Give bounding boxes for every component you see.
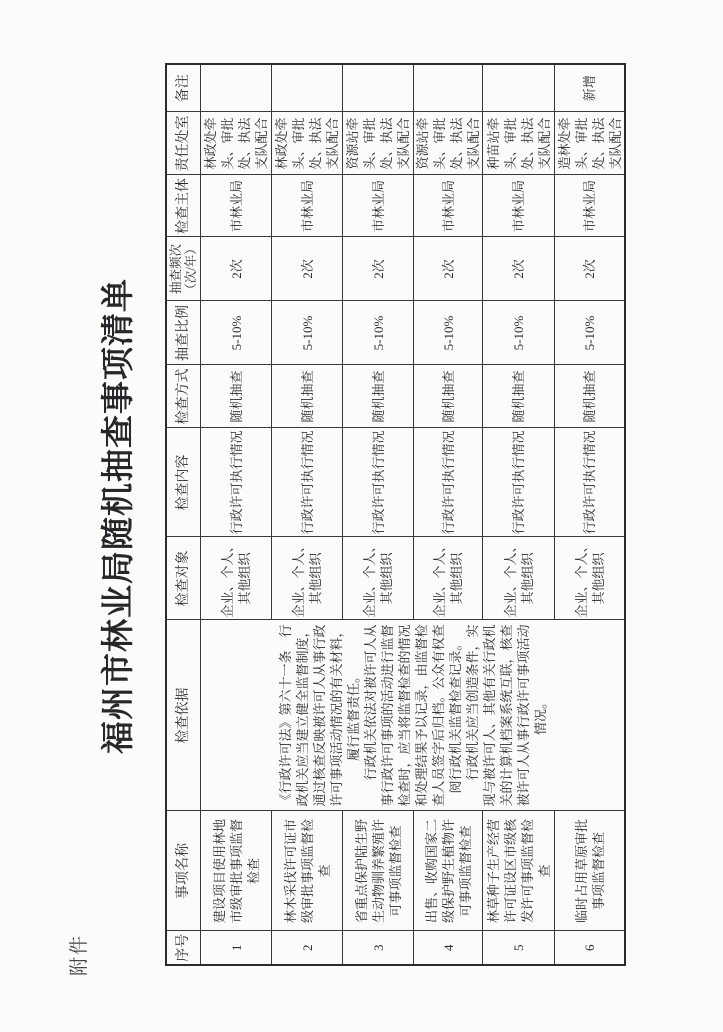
ratio-cell: 5-10% [414, 301, 483, 365]
header-ratio: 抽查比例 [166, 301, 201, 365]
item-name-cell: 林木采伐许可证市级审批事项监督检查 [272, 811, 343, 931]
content-cell: 行政许可执行情况 [272, 428, 343, 537]
remark-cell: 新增 [555, 64, 626, 112]
content-cell: 行政许可执行情况 [555, 428, 626, 537]
ratio-cell: 5-10% [555, 301, 626, 365]
subject-cell: 市林业局 [272, 175, 343, 237]
remark-cell [343, 64, 414, 112]
header-content: 检查内容 [166, 428, 201, 537]
header-item-name: 事项名称 [166, 811, 201, 931]
legal-basis-paragraph-3: 行政机关应当创造条件，实现与被许可人、其他有关行政机关的计算机档案系统互联，核查被许可人从事行政许可事项活动情况。 [464, 624, 548, 807]
item-name-cell: 林草种子生产经营许可证设区市级核发许可事项监督检查 [483, 811, 555, 931]
remark-cell [201, 64, 272, 112]
target-cell: 企业、个人、其他组织 [483, 537, 555, 620]
frequency-cell: 2次 [343, 237, 414, 301]
header-frequency [166, 237, 201, 301]
page-title: 福州市林业局随机抽查事项清单 [101, 278, 137, 754]
header-method: 检查方式 [166, 365, 201, 428]
header-frequency-line1: 抽查频次 [168, 244, 183, 295]
target-cell: 企业、个人、其他组织 [201, 537, 272, 620]
subject-cell: 市林业局 [555, 175, 626, 237]
header-department: 责任处室 [166, 112, 201, 175]
department-cell: 林政处牵头、审批处、执法支队配合 [272, 112, 343, 175]
target-cell: 企业、个人、其他组织 [343, 537, 414, 620]
item-name-cell: 建设项目使用林地市级审批事项监督检查 [201, 811, 272, 931]
target-cell: 企业、个人、其他组织 [414, 537, 483, 620]
table-row-6 [555, 64, 626, 965]
frequency-cell: 2次 [483, 237, 555, 301]
header-subject: 检查主体 [166, 175, 201, 237]
frequency-cell: 2次 [201, 237, 272, 301]
subject-cell: 市林业局 [343, 175, 414, 237]
table-header-row [166, 64, 201, 965]
frequency-cell: 2次 [272, 237, 343, 301]
method-cell: 随机抽查 [483, 365, 555, 428]
header-target: 检查对象 [166, 537, 201, 620]
subject-cell: 市林业局 [414, 175, 483, 237]
index-cell: 3 [343, 931, 414, 965]
subject-cell: 市林业局 [201, 175, 272, 237]
method-cell: 随机抽查 [343, 365, 414, 428]
remark-cell [272, 64, 343, 112]
header-basis: 检查依据 [166, 620, 201, 811]
item-name-cell: 临时占用草原审批事项监督检查 [555, 811, 626, 931]
table-row-4 [414, 64, 483, 965]
content-cell: 行政许可执行情况 [343, 428, 414, 537]
legal-basis-paragraph-2: 行政机关依法对被许可人从事行政许可事项的活动进行监督检查时，应当将监督检查的情况和处理结果予以记录，由监督检查人员签字后归档。公众有权查阅行政机关监督检查记录。 [362, 624, 463, 807]
table-row-1 [201, 64, 272, 965]
method-cell: 随机抽查 [272, 365, 343, 428]
method-cell: 随机抽查 [414, 365, 483, 428]
target-cell: 企业、个人、其他组织 [555, 537, 626, 620]
table-row-2 [272, 64, 343, 965]
item-name-cell: 省重点保护陆生野生动物驯养繁殖许可事项监督检查 [343, 811, 414, 931]
index-cell: 2 [272, 931, 343, 965]
content-cell: 行政许可执行情况 [201, 428, 272, 537]
table-row-3 [343, 64, 414, 965]
item-name-cell: 出售、收购国家二级保护野生植物许可事项监督检查 [414, 811, 483, 931]
department-cell: 林政处牵头、审批处、执法支队配合 [201, 112, 272, 175]
header-index: 序号 [166, 931, 201, 965]
table-row-5 [483, 64, 555, 965]
legal-basis-paragraph-1: 《行政许可法》第六十一条 行政机关应当建立健全监督制度，通过核查反映被许可人从事行政许可事项活动情况的有关材料，履行监督责任。 [277, 624, 361, 807]
content-cell: 行政许可执行情况 [414, 428, 483, 537]
ratio-cell: 5-10% [272, 301, 343, 365]
legal-basis-cell [201, 620, 626, 811]
index-cell: 6 [555, 931, 626, 965]
remark-cell [414, 64, 483, 112]
ratio-cell: 5-10% [201, 301, 272, 365]
method-cell: 随机抽查 [201, 365, 272, 428]
frequency-cell: 2次 [555, 237, 626, 301]
header-remark: 备注 [166, 64, 201, 112]
ratio-cell: 5-10% [483, 301, 555, 365]
subject-cell: 市林业局 [483, 175, 555, 237]
content-cell: 行政许可执行情况 [483, 428, 555, 537]
index-cell: 1 [201, 931, 272, 965]
department-cell: 资源站牵头、审批处、执法支队配合 [414, 112, 483, 175]
department-cell: 资源站牵头、审批处、执法支队配合 [343, 112, 414, 175]
attachment-label: 附件 [69, 933, 90, 976]
index-cell: 4 [414, 931, 483, 965]
remark-cell [483, 64, 555, 112]
department-cell: 造林处牵头、审批处、执法支队配合 [555, 112, 626, 175]
inspection-items-table [165, 63, 626, 966]
frequency-cell: 2次 [414, 237, 483, 301]
department-cell: 种苗站牵头、审批处、执法支队配合 [483, 112, 555, 175]
ratio-cell: 5-10% [343, 301, 414, 365]
target-cell: 企业、个人、其他组织 [272, 537, 343, 620]
header-frequency-line2: （次/年） [183, 242, 198, 296]
method-cell: 随机抽查 [555, 365, 626, 428]
index-cell: 5 [483, 931, 555, 965]
